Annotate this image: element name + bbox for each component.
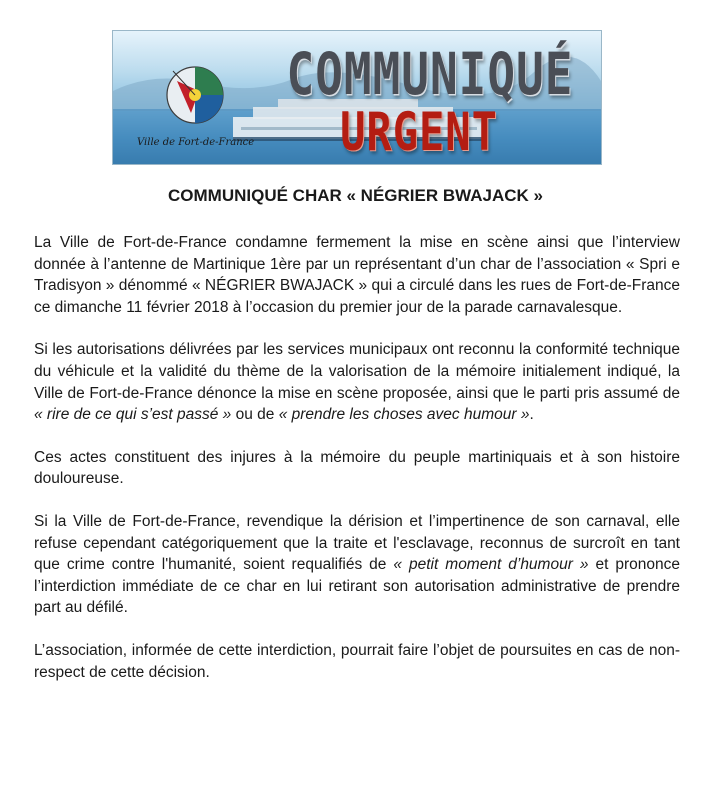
paragraph-2-quote-a: « rire de ce qui s’est passé » xyxy=(34,406,232,424)
paragraph-2-quote-b: « prendre les choses avec humour » xyxy=(278,406,530,424)
logo-signature: Ville de Fort-de-France xyxy=(137,137,255,148)
paragraph-3: Ces actes constituent des injures à la mémoire du peuple martiniquais et à son histoire douloureuse. xyxy=(34,448,680,488)
paragraph-4-quote: « petit moment d’humour » xyxy=(393,556,589,574)
communique-body xyxy=(34,232,680,704)
paragraph-1: La Ville de Fort-de-France condamne fermement la mise en scène ainsi que l’interview donnée à l’antenne de Martinique 1ère par un représentant d’un char de l’association « Spri e Tradisyon » dénommé « NÉGRIER BWAJACK » qui a circulé dans les rues de Fort-de-France ce dimanche 11 février 2018 à l’occasion du premier jour de la parade carnavalesque. xyxy=(34,234,680,316)
paragraph-4-text-a: Si la Ville de Fort-de-France, revendique la dérision et l’impertinence de son carnaval, elle refuse cependant catégoriquement que la traite et l'esclavage, reconnus de surcroît en tant que crime contre l'humanité, soient requalifiés de xyxy=(34,512,680,574)
page-title: COMMUNIQUÉ CHAR « NÉGRIER BWAJACK » xyxy=(168,186,543,205)
paragraph-2 xyxy=(34,339,680,425)
paragraph-4 xyxy=(34,511,680,619)
communique-banner xyxy=(112,30,602,165)
paragraph-4-text-b: et prononce l’interdiction immédiate de ce char en lui retirant son autorisation administrative de prendre part au défilé. xyxy=(34,556,680,617)
banner-title-urgent: URGENT xyxy=(340,101,498,163)
paragraph-2-text-a: Si les autorisations délivrées par les services municipaux ont reconnu la conformité technique du véhicule et la validité du thème de la valorisation de la mémoire initialement indiqué, la Ville de Fort-de-France dénonce la mise en scène proposée, ainsi que le parti pris assumé de xyxy=(34,341,680,402)
paragraph-2-text-b: ou de xyxy=(231,406,279,424)
paragraph-5: L’association, informée de cette interdiction, pourrait faire l’objet de poursuites en cas de non-respect de cette décision. xyxy=(34,641,680,681)
city-logo-icon xyxy=(167,67,223,123)
banner-title-communique: COMMUNIQUÉ xyxy=(286,40,574,108)
paragraph-2-text-c: . xyxy=(529,406,534,424)
